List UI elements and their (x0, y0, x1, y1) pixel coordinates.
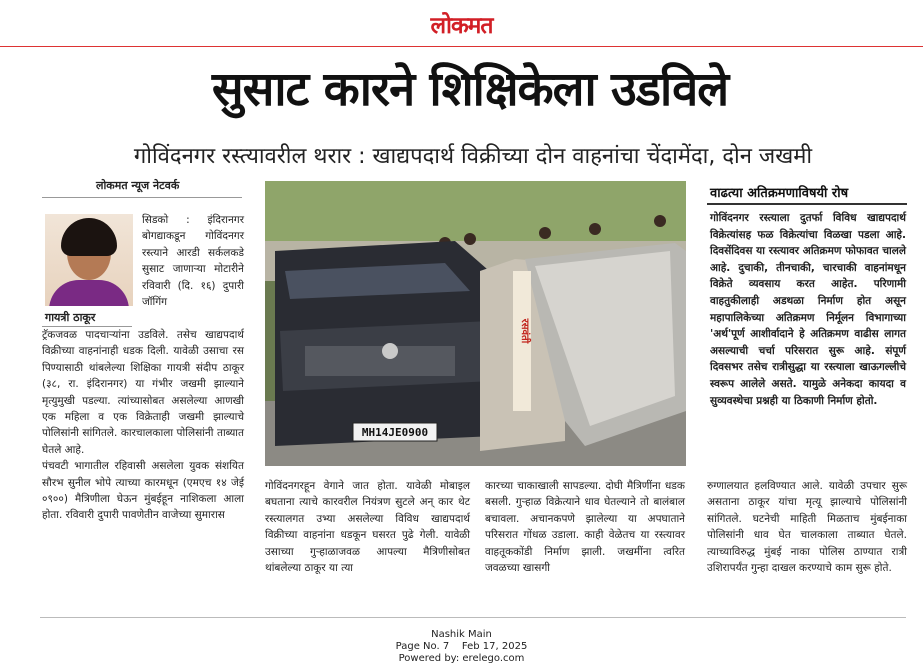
accident-photo (265, 181, 686, 466)
author-photo-saree (49, 280, 129, 306)
article-lead-intro: सिडको : इंदिरानगर बोगद्याकडून गोविंदनगर रस्त्याने आरडी सर्कलकडे सुसाट जाणाऱ्या मोटारीने रविवारी (दि. १६) दुपारी जॉगिंग (142, 214, 244, 309)
footer-page-date: Page No. 7 Feb 17, 2025 (395, 641, 528, 652)
photo-car-emblem (382, 343, 398, 359)
article-subheadline: गोविंदनगर रस्त्यावरील थरार : खाद्यपदार्थ विक्रीच्या दोन वाहनांचा चेंदामेंदा, दोन जखमी (133, 144, 813, 169)
lokmat-logo: लोकमत (430, 13, 493, 39)
photo-cart-lettering: रसवंती (519, 318, 530, 344)
photo-trees (265, 181, 686, 241)
photo-car-grille (305, 346, 455, 376)
byline-divider (42, 197, 242, 198)
sidebar-text: गोविंदनगर रस्त्याला दुतर्फा विविध खाद्यपदार्थ विक्रेत्यांसह फळ विक्रेत्यांचा विळखा पडला आहे. दिवसेंदिवस या रस्त्यावर अतिक्रमण फोफावत चालले आहे. दुचाकी, तीनचाकी, चारचाकी वाहनांमधून विक्रेते व्यवसाय करत आहेत. परिणामी वाहतुकीलाही अडथळा निर्माण होत असून महापालिकेच्या अतिक्रमण निर्मूलन विभागाच्या 'अर्थ'पूर्ण आशीर्वादाने हे अतिक्रमण वाढीस लागत असल्याची चर्चा परिसरात सुरू आहे. संपूर्ण दिवसभर तसेच रात्रीसुद्धा या रस्त्याला खाऊगल्लीचे स्वरूप आलेले असते. यामुळे अनेकदा कायदा व सुव्यवस्थेचा प्रश्नही या ठिकाणी निर्माण होतो. (710, 212, 906, 407)
bottom-divider (40, 617, 906, 618)
article-headline: सुसाट कारने शिक्षिकेला उडविले (211, 62, 729, 117)
article-column-4: रुग्णालयात हलविण्यात आले. यावेळी उपचार सुरू असताना ठाकूर यांचा मृत्यू झाल्याचे पोलिसांनी सांगितले. घटनेची माहिती मिळताच मुंबईनाका पोलिसांनी धाव घेत चालकाला ताब्यात घेतले. त्याच्याविरुद्ध मुंबई नाका पोलिस ठाण्यात रात्री उशिरापर्यंत गुन्हा दाखल करण्याचे काम सुरू होते. (707, 480, 907, 575)
article-column-3: कारच्या चाकाखाली सापडल्या. दोघी मैत्रिणींना धडक बसली. गुऱ्हाळ विक्रेत्याने धाव घेतल्याने तो बालंबाल बचावला. अचानकपणे झालेल्या या अपघाताने परिसरात गोंधळ उडाला. काही वेळेतच या रस्त्यावर वाहतूककोंडी निर्माण झाली. जखमींना त्वरित जवळच्या खासगी (485, 480, 685, 575)
author-photo (45, 214, 133, 306)
author-caption: गायत्री ठाकूर (45, 311, 96, 324)
sidebar-divider (707, 203, 907, 205)
sidebar-title: वाढत्या अतिक्रमणाविषयी रोष (710, 186, 849, 201)
photo-bystander (539, 227, 551, 239)
photo-number-plate-text: MH14JE0900 (361, 426, 429, 439)
photo-bystander (589, 223, 601, 235)
author-photo-hair (61, 218, 117, 256)
footer-edition: Nashik Main (431, 629, 492, 640)
article-column-2: गोविंदनगरहून वेगाने जात होता. यावेळी मोबाइल बघताना त्याचे कारवरील नियंत्रण सुटले अन् कार थेट रस्त्यालगत उभ्या असलेल्या विविध खाद्यपदार्थ विक्रीच्या वाहनांना धडकून घसरत पुढे गेली. यावेळी उसाच्या गुऱ्हाळाजवळ आपल्या मैत्रिणीसोबत थांबलेल्या ठाकूर या त्या (265, 480, 470, 575)
byline: लोकमत न्यूज नेटवर्क (96, 179, 180, 192)
article-column-1: ट्रॅकजवळ पादचाऱ्यांना उडविले. तसेच खाद्यपदार्थ विक्रीच्या वाहनांनाही धडक दिली. यावेळी उसाचा रस पिण्यासाठी थांबलेल्या शिक्षिका गायत्री संदीप ठाकूर (३८, रा. इंदिरानगर) या गंभीर जखमी झाल्याने मृत्युमुखी पडल्या. त्यांच्यासोबत असलेल्या आणखी एक महिला व एक विक्रेताही जखमी झाल्याचे पोलिसांनी सांगितले. कारचालकाला पोलिसांनी ताब्यात घेतले आहे. पंचवटी भागातील रहिवासी असलेला युवक संशयित सौरभ सुनील भोपे त्याच्या कारमधून (एमएच १४ जेई ०९००) मैत्रिणीला घेऊन मुंबईहून नाशिकला आला होता. रविवारी दुपारी पावणेतीन वाजेच्या सुमारास (42, 329, 244, 522)
photo-bystander (654, 215, 666, 227)
masthead (0, 0, 923, 47)
accident-photo-illustration (265, 181, 686, 466)
footer-powered-by: Powered by: erelego.com (398, 653, 525, 664)
photo-bystander (464, 233, 476, 245)
